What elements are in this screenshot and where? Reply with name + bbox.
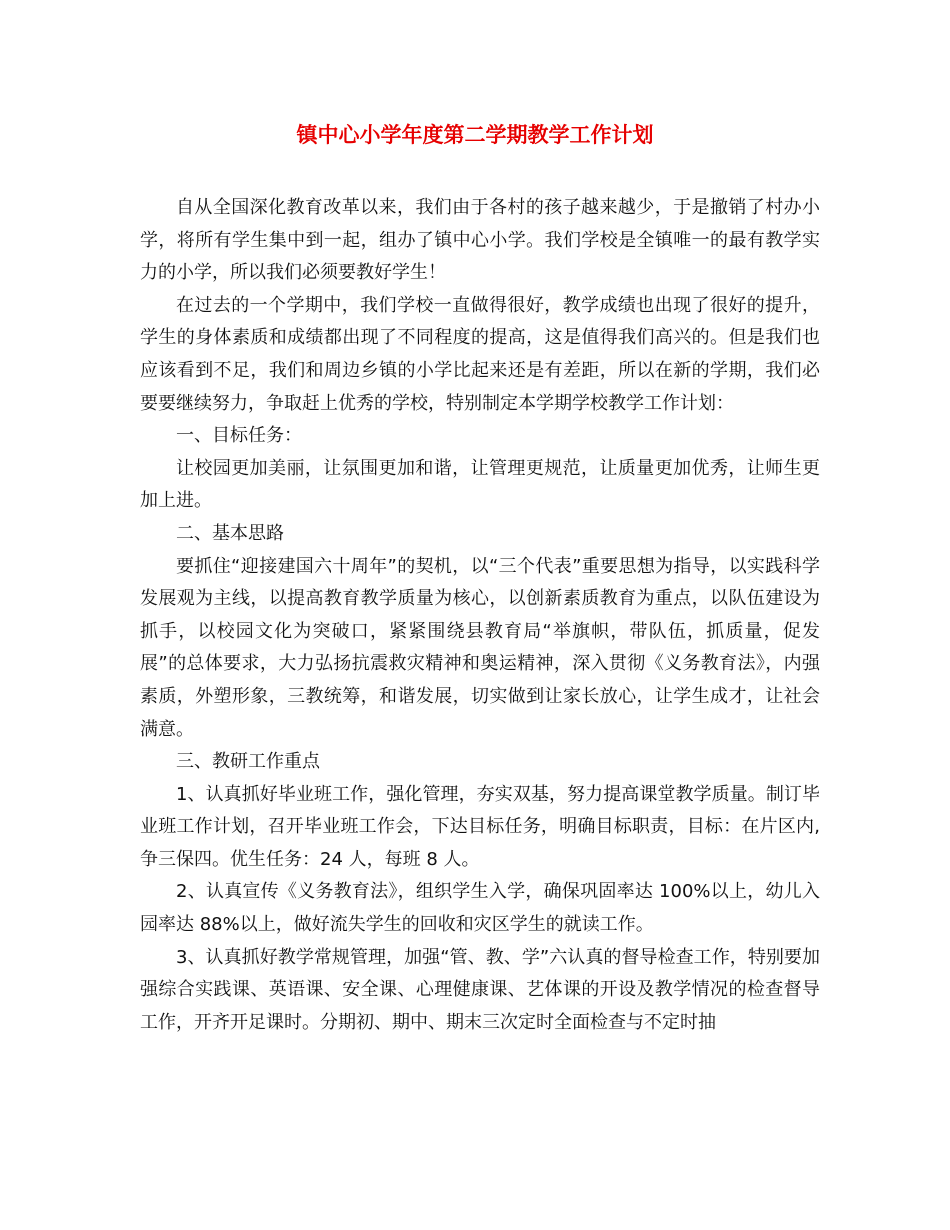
document-body [140, 192, 820, 1039]
paragraph-intro: 自从全国深化教育改革以来，我们由于各村的孩子越来越少，于是撤销了村办小学，将所有学生集中到一起，组办了镇中心小学。我们学校是全镇唯一的最有教学实力的小学，所以我们必须要教好学生！ [140, 197, 820, 284]
list-item-3: 3、认真抓好教学常规管理，加强“管、教、学”六认真的督导检查工作，特别要加强综合实践课、英语课、安全课、心理健康课、艺体课的开设及教学情况的检查督导工作，开齐开足课时。分期初、期中、期末三次定时全面检查与不定时抽 [140, 946, 820, 1033]
section-heading-research-focus: 三、教研工作重点 [176, 751, 320, 773]
section-heading-approach: 二、基本思路 [176, 522, 284, 544]
paragraph-past-semester: 在过去的一个学期中，我们学校一直做得很好，教学成绩也出现了很好的提升，学生的身体素质和成绩都出现了不同程度的提高，这是值得我们高兴的。但是我们也应该看到不足，我们和周边乡镇的小学比起来还是有差距，所以在新的学期，我们必要要继续努力，争取赶上优秀的学校，特别制定本学期学校教学工作计划： [140, 294, 820, 414]
list-item-1: 1、认真抓好毕业班工作，强化管理，夯实双基，努力提高课堂教学质量。制订毕业班工作计划，召开毕业班工作会，下达目标任务，明确目标职责，目标：在片区内,争三保四。优生任务：24 人，每班 8 人。 [140, 783, 820, 870]
list-item-2: 2、认真宣传《义务教育法》，组织学生入学，确保巩固率达 100%以上，幼儿入园率达 88%以上，做好流失学生的回收和灾区学生的就读工作。 [140, 881, 820, 936]
paragraph-approach: 要抓住“迎接建国六十周年”的契机，以“三个代表”重要思想为指导，以实践科学发展观为主线，以提高教育教学质量为核心，以创新素质教育为重点，以队伍建设为抓手，以校园文化为突破口，紧紧围绕县教育局“举旗帜，带队伍，抓质量，促发展”的总体要求，大力弘扬抗震救灾精神和奥运精神，深入贯彻《义务教育法》，内强素质，外塑形象，三教统筹，和谐发展，切实做到让家长放心，让学生成才，让社会满意。 [140, 555, 820, 740]
paragraph-goals: 让校园更加美丽，让氛围更加和谐，让管理更规范，让质量更加优秀，让师生更加上进。 [140, 457, 820, 512]
document-title: 镇中心小学年度第二学期教学工作计划 [296, 122, 654, 147]
section-heading-goals: 一、目标任务： [176, 425, 302, 447]
